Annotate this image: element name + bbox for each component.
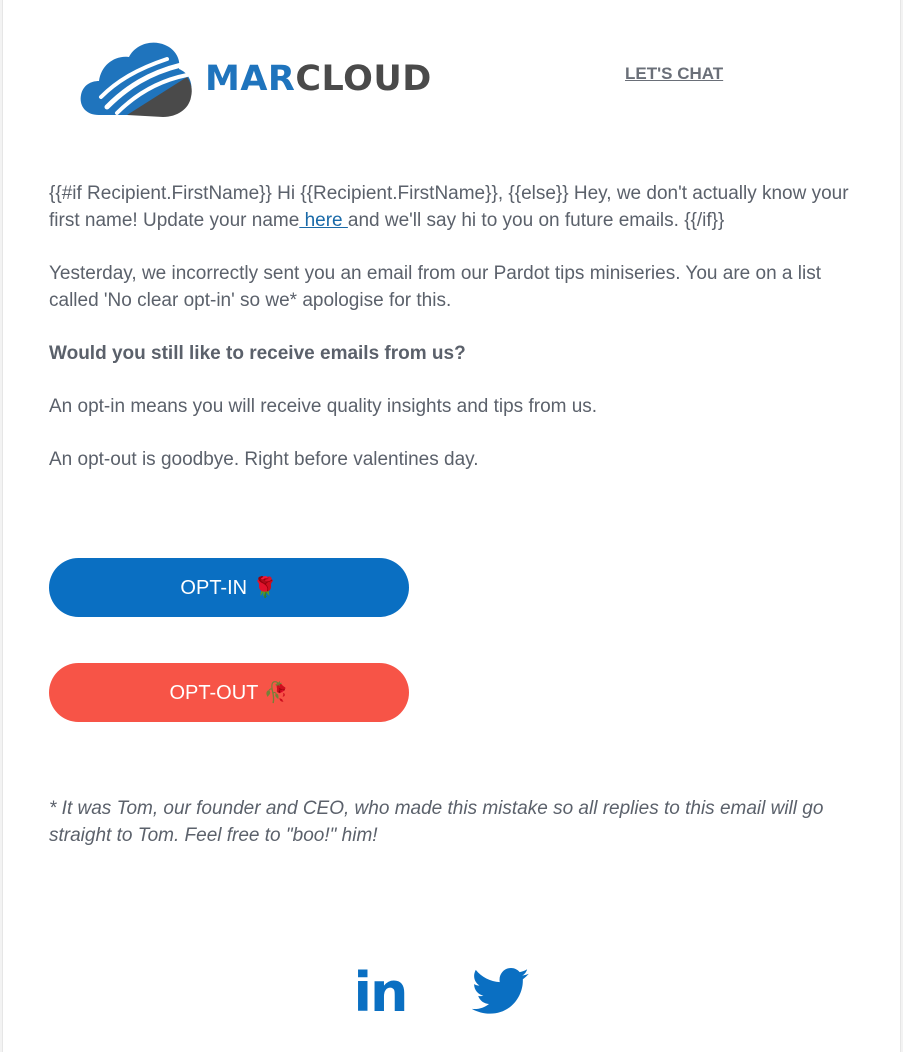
lets-chat-link[interactable]: LET'S CHAT bbox=[625, 64, 724, 83]
linkedin-icon[interactable]: in bbox=[353, 960, 407, 1024]
cloud-logo-icon bbox=[77, 37, 193, 121]
logo-wordmark bbox=[205, 58, 432, 99]
opt-out-button[interactable]: OPT-OUT 🥀 bbox=[49, 663, 409, 722]
opt-in-description: An opt-in means you will receive quality insights and tips from us. bbox=[49, 396, 598, 417]
greeting-paragraph bbox=[49, 180, 859, 234]
logo-text-cloud: CLOUD bbox=[295, 58, 432, 99]
greeting-text: {{#if Recipient.FirstName}} Hi {{Recipient.FirstName}}, {{else}} Hey, we don't actually know your first name! Update your name bbox=[49, 183, 849, 231]
footnote: * It was Tom, our founder and CEO, who made this mistake so all replies to this email will go straight to Tom. Feel free to "boo!" him! bbox=[49, 798, 824, 846]
opt-out-description: An opt-out is goodbye. Right before valentines day. bbox=[49, 449, 479, 470]
email-body bbox=[49, 180, 859, 473]
email-container bbox=[2, 0, 901, 1052]
marcloud-logo[interactable] bbox=[77, 34, 437, 124]
opt-in-button[interactable]: OPT-IN 🌹 bbox=[49, 558, 409, 617]
twitter-icon[interactable] bbox=[469, 962, 533, 1022]
logo-text-mar: MAR bbox=[205, 58, 296, 99]
apology-paragraph: Yesterday, we incorrectly sent you an email from our Pardot tips miniseries. You are on a list called 'No clear opt-in' so we* apologise for this. bbox=[49, 263, 821, 311]
update-name-link[interactable]: here bbox=[299, 210, 348, 231]
twitter-bird-icon bbox=[472, 968, 530, 1016]
question-heading: Would you still like to receive emails from us? bbox=[49, 343, 466, 364]
greeting-text-end: and we'll say hi to you on future emails. {{/if}} bbox=[347, 210, 725, 231]
